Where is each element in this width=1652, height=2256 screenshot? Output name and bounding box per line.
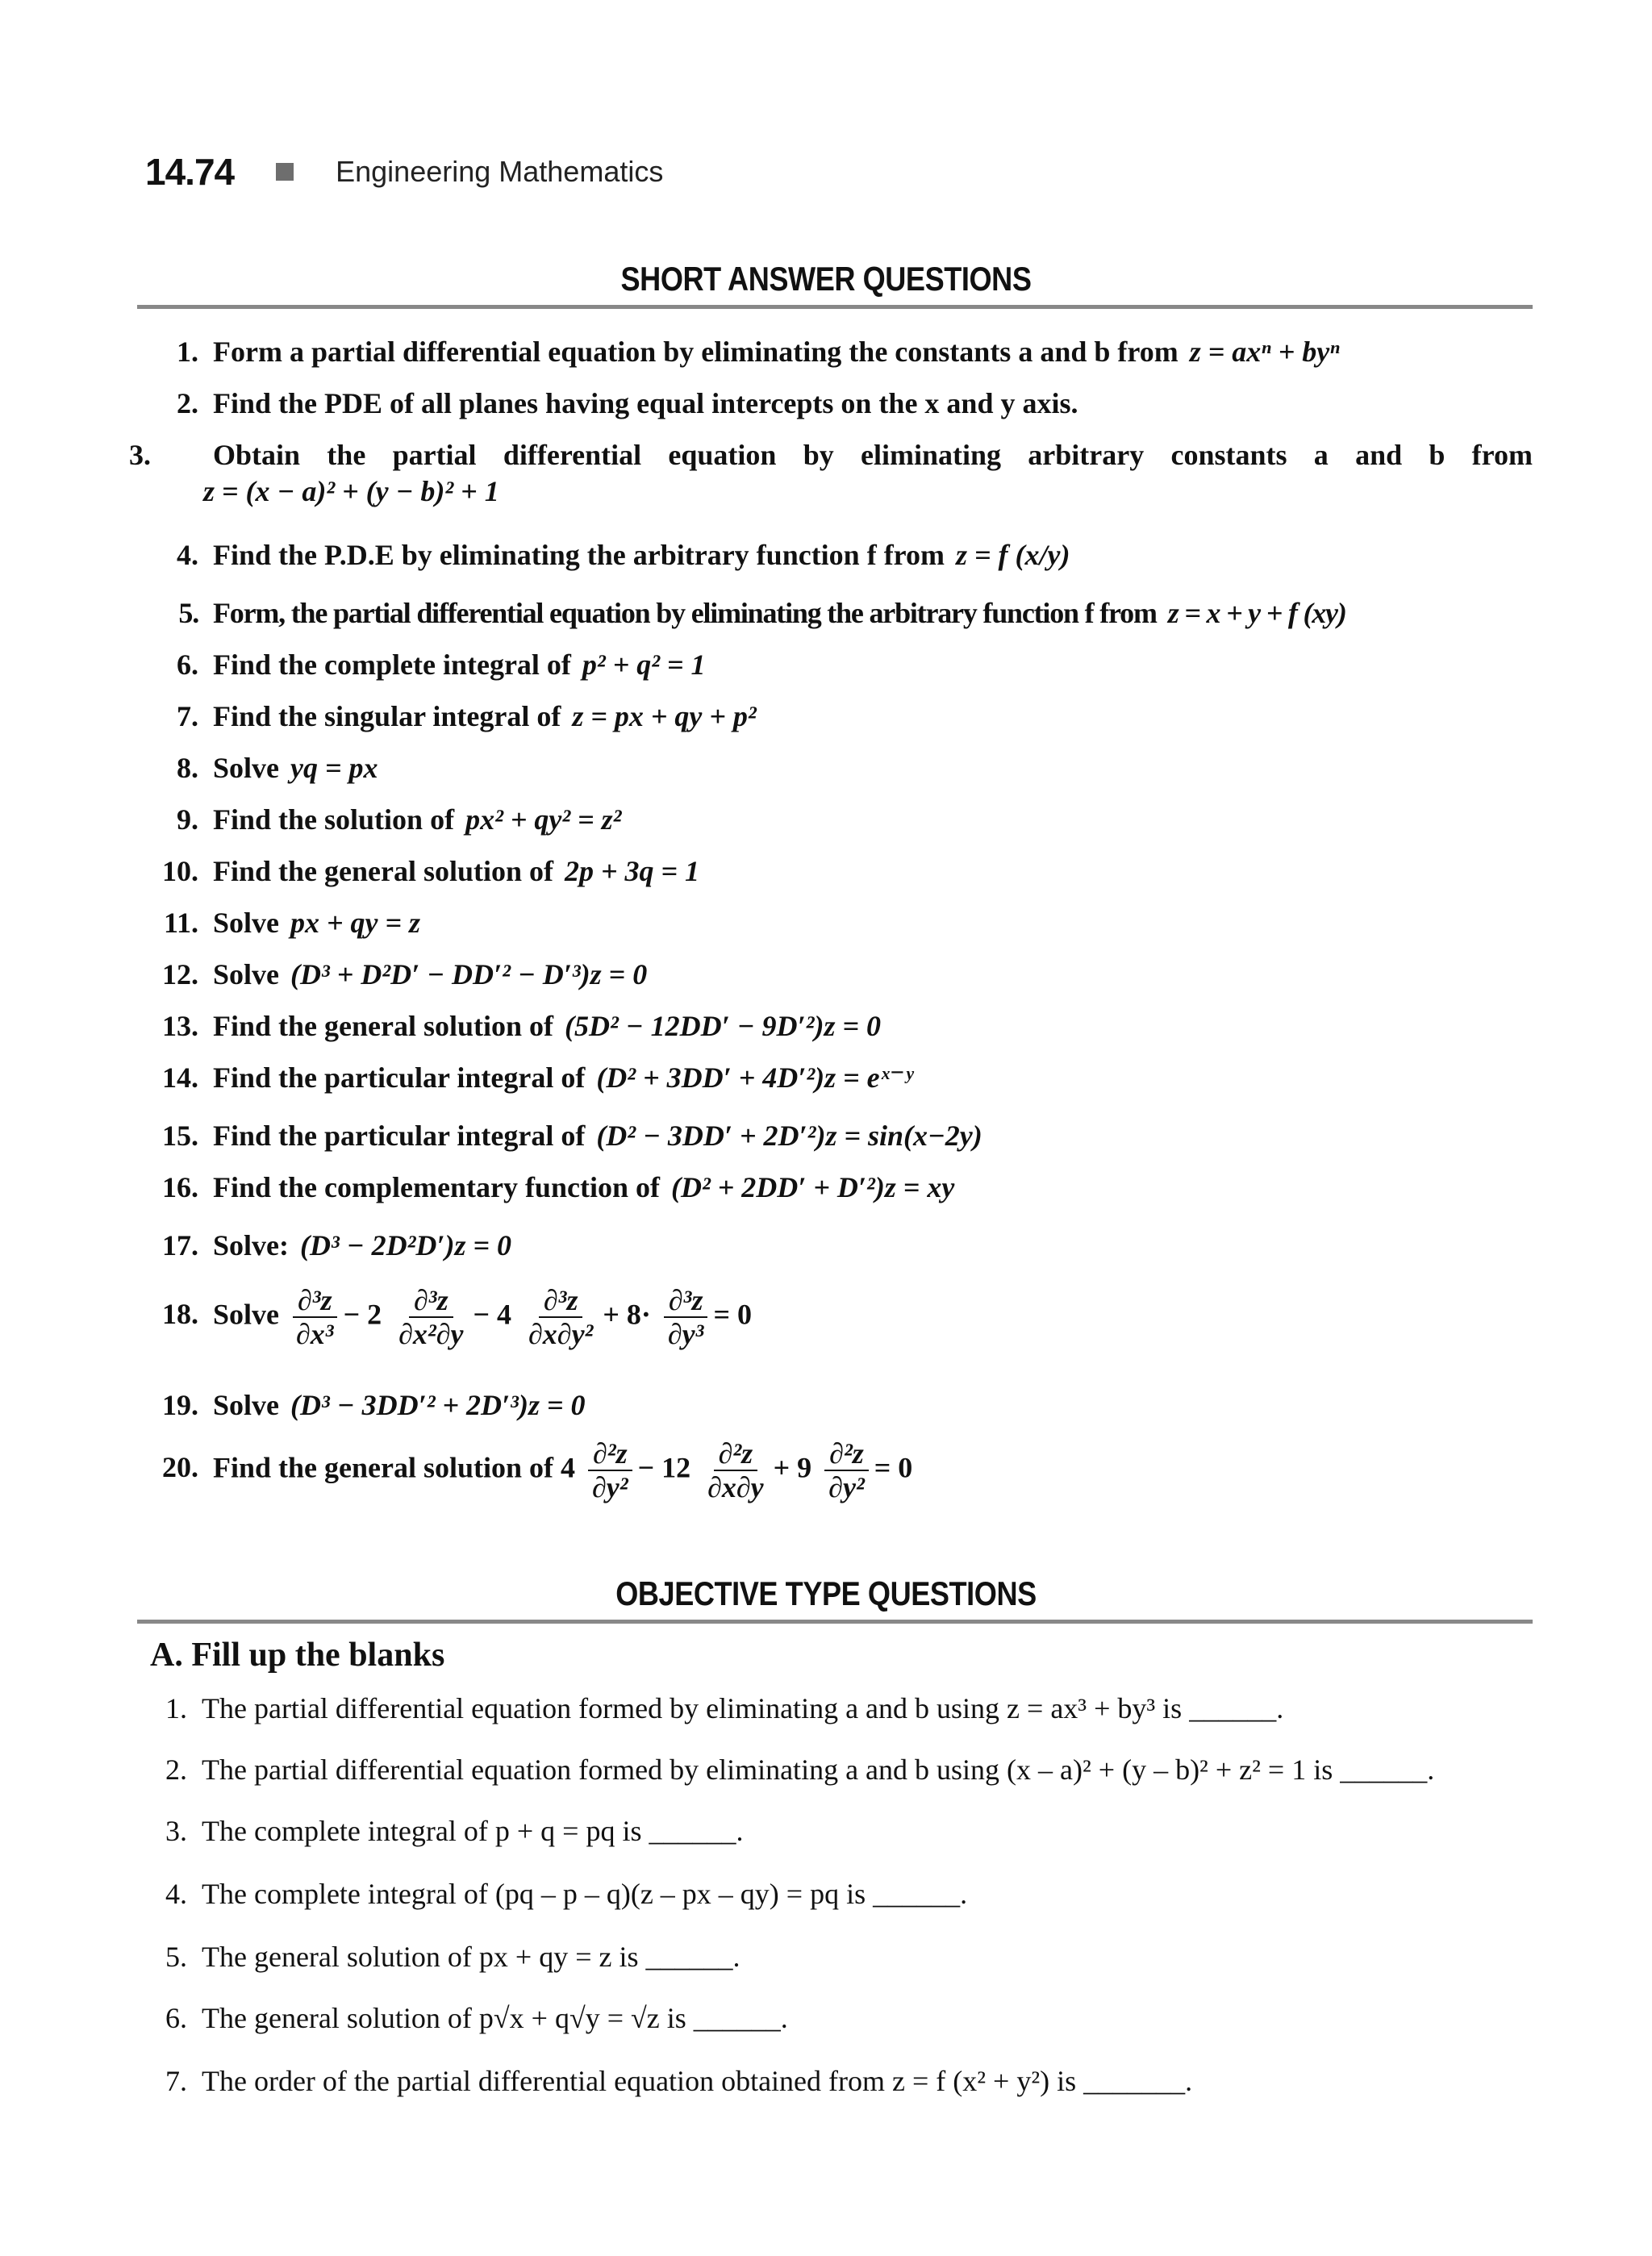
question-18: 18. Solve $\frac{\text{∂³z}}{\text{∂x³}}$ − 2 $\frac{\text{∂³z}}{\text{∂x²∂y}}$ − 4 $\frac{\text{∂³z}}{\text{∂x∂y²}}$ + 8· $\frac{\text{∂³z}}{\text{∂y³}}$ = 0 (162, 1284, 752, 1350)
question-3: 3. Obtain the partial differential equation by eliminating arbitrary constants a and b from (129, 439, 1533, 471)
fraction-term-2: $\frac{\text{∂²z}}{\partial x\partial y}$ (707, 1437, 764, 1503)
question-2: 2. Find the PDE of all planes having equal intercepts on the x and y axis. (177, 387, 1078, 419)
question-13: 13. Find the general solution of (5D² − 12DD′ − 9D′²)z = 0 (162, 1010, 881, 1042)
question-19: 19. Solve (D³ − 3DD′² + 2D′³)z = 0 (162, 1389, 586, 1421)
book-title: Engineering Mathematics (336, 155, 664, 188)
question-8: 8. Solve yq = px (177, 752, 378, 784)
question-11: 11. Solve px + qy = z (163, 907, 421, 939)
objective-question-3: 3. The complete integral of p + q = pq is ______. (165, 1815, 744, 1847)
objective-question-7: 7. The order of the partial differential equation obtained from z = f (x² + y²) is _______. (165, 2065, 1193, 2097)
question-20: 20. Find the general solution of 4 $\frac{\text{∂²z}}{\text{∂y²}}$ − 12 $\frac{\text{∂²z}}{\partial x\partial y}$ + 9 $\frac{\text{∂²z}}{\text{∂y²}}$ = 0 (162, 1437, 913, 1503)
fill-blanks-heading: A. Fill up the blanks (150, 1637, 445, 1674)
fraction-term-1: $\frac{\text{∂³z}}{\text{∂x³}}$ (291, 1284, 339, 1350)
question-5: 5. Form, the partial differential equation by eliminating the arbitrary function f from z = x + y + f (xy) (178, 597, 1346, 629)
fraction-term-1: $\frac{\text{∂²z}}{\text{∂y²}}$ (587, 1437, 633, 1503)
fraction-term-2: $\frac{\text{∂³z}}{\text{∂x²∂y}}$ (398, 1284, 464, 1350)
question-12: 12. Solve (D³ + D²D′ − DD′² − D′³)z = 0 (162, 958, 648, 990)
fraction-term-3: $\frac{\text{∂³z}}{\text{∂x∂y²}}$ (528, 1284, 594, 1350)
objective-question-4: 4. The complete integral of (pq – p – q)(z – px – qy) = pq is ______. (165, 1878, 968, 1910)
question-17: 17. Solve: (D³ − 2D²D′)z = 0 (162, 1229, 512, 1261)
page-number: 14.74 (145, 151, 235, 193)
question-9: 9. Find the solution of px² + qy² = z² (177, 803, 622, 836)
question-1: 1. Form a partial differential equation by eliminating the constants a and b from z = axⁿ + byⁿ (177, 336, 1340, 368)
short-answer-title: SHORT ANSWER QUESTIONS (620, 260, 1032, 298)
page-header (145, 144, 663, 200)
fraction-term-3: $\frac{\text{∂²z}}{\text{∂y²}}$ (824, 1437, 870, 1503)
fraction-term-4: $\frac{\text{∂³z}}{\text{∂y³}}$ (663, 1284, 709, 1350)
objective-question-2: 2. The partial differential equation formed by eliminating a and b using (x – a)² + (y – b)² + z² = 1 is ______. (165, 1754, 1435, 1786)
short-answer-divider (137, 305, 1533, 309)
objective-question-6: 6. The general solution of p√x + q√y = √z is ______. (165, 2002, 788, 2034)
question-15: 15. Find the particular integral of (D² − 3DD′ + 2D′²)z = sin(x−2y) (162, 1120, 982, 1152)
question-4: 4. Find the P.D.E by eliminating the arbitrary function f from z = f (x/y) (177, 539, 1070, 571)
question-14: 14. Find the particular integral of (D² + 3DD′ + 4D′²)z = eˣ⁻ʸ (162, 1061, 913, 1094)
objective-divider (137, 1620, 1533, 1624)
question-10: 10. Find the general solution of 2p + 3q = 1 (162, 855, 700, 887)
square-bullet-icon (276, 163, 294, 181)
objective-title: OBJECTIVE TYPE QUESTIONS (615, 1574, 1037, 1612)
question-7: 7. Find the singular integral of z = px + qy + p² (177, 700, 757, 732)
objective-question-1: 1. The partial differential equation formed by eliminating a and b using z = ax³ + by³ is ______. (165, 1692, 1284, 1724)
question-3-math: z = (x − a)² + (y − b)² + 1 (203, 475, 499, 507)
question-16: 16. Find the complementary function of (D² + 2DD′ + D′²)z = xy (162, 1171, 955, 1203)
objective-question-5: 5. The general solution of px + qy = z is ______. (165, 1941, 740, 1973)
question-6: 6. Find the complete integral of p² + q² = 1 (177, 648, 706, 681)
